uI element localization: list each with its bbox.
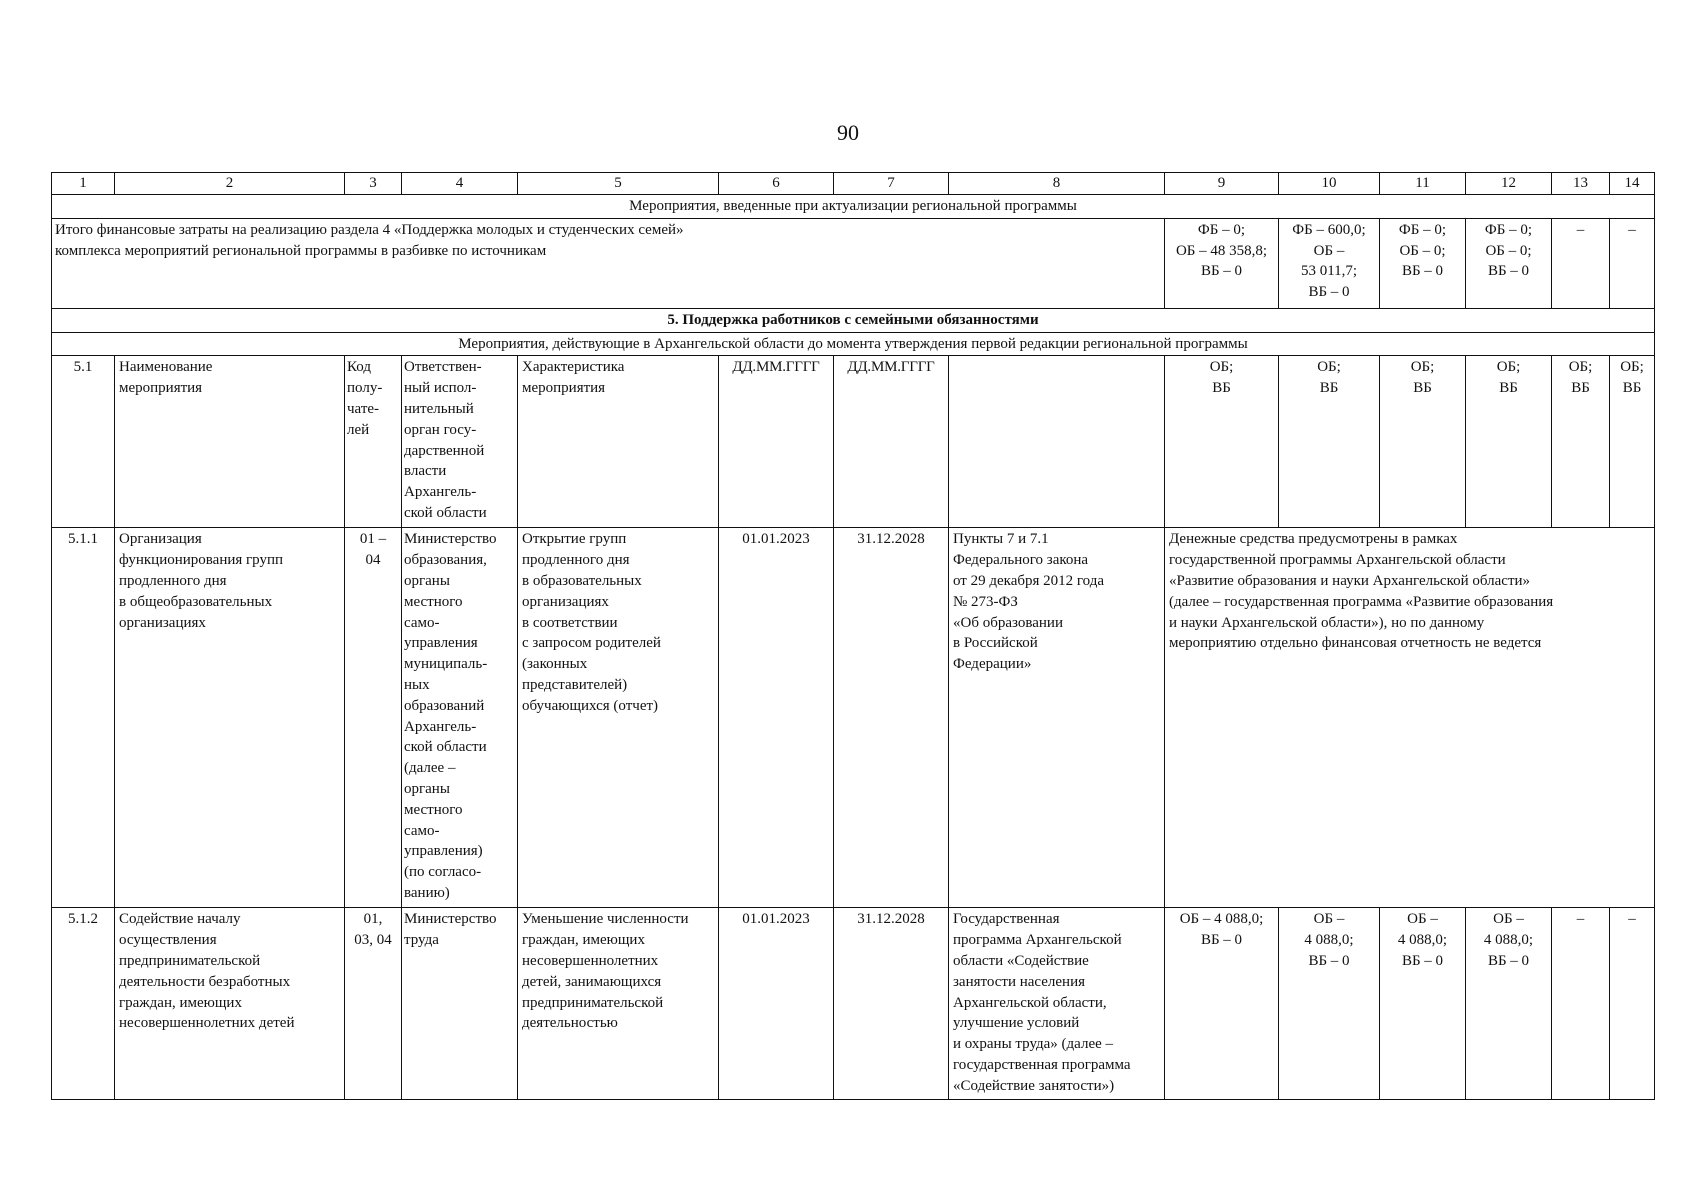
- column-number: 8: [949, 173, 1165, 195]
- column-number: 10: [1279, 173, 1380, 195]
- funding-year-14: –: [1610, 908, 1655, 1100]
- start-date: ДД.ММ.ГГГГ: [719, 356, 834, 528]
- responsible-executor: Министерство труда: [402, 908, 518, 1100]
- column-number: 13: [1552, 173, 1610, 195]
- row-number: 5.1.1: [52, 528, 115, 908]
- recipient-code: 01 – 04: [345, 528, 402, 908]
- funding-year-11: ОБ; ВБ: [1380, 356, 1466, 528]
- funding-year-14: ОБ; ВБ: [1610, 356, 1655, 528]
- measure-name: Содействие началу осуществления предпринимательской деятельности безработных граждан, имеющих несовершеннолетних детей: [115, 908, 345, 1100]
- funding-year-9: ОБ – 4 088,0; ВБ – 0: [1165, 908, 1279, 1100]
- end-date: ДД.ММ.ГГГГ: [834, 356, 949, 528]
- total-year-10: ФБ – 600,0; ОБ – 53 011,7; ВБ – 0: [1279, 218, 1380, 308]
- funding-year-11: ОБ – 4 088,0; ВБ – 0: [1380, 908, 1466, 1100]
- section-5-title: 5. Поддержка работников с семейными обязанностями: [52, 308, 1655, 332]
- row-number: 5.1: [52, 356, 115, 528]
- table-row: [52, 356, 1655, 528]
- column-number: 6: [719, 173, 834, 195]
- column-number: 4: [402, 173, 518, 195]
- responsible-executor: Министерство образования, органы местного само- управления муниципаль- ных образований Архангель- ской области (далее – органы местного само- управления) (по согласо- ванию): [402, 528, 518, 908]
- measures-table: [51, 172, 1655, 1100]
- column-number: 7: [834, 173, 949, 195]
- legal-basis: [949, 356, 1165, 528]
- column-number: 12: [1466, 173, 1552, 195]
- total-label: Итого финансовые затраты на реализацию раздела 4 «Поддержка молодых и студенческих семей» комплекса мероприятий региональной программы в разбивке по источникам: [52, 218, 1165, 308]
- column-number: 2: [115, 173, 345, 195]
- legal-basis: Пункты 7 и 7.1 Федерального закона от 29 декабря 2012 года № 273-ФЗ «Об образовании в Российской Федерации»: [949, 528, 1165, 908]
- measure-description: Уменьшение численности граждан, имеющих несовершеннолетних детей, занимающихся предпринимательской деятельностью: [518, 908, 719, 1100]
- recipient-code: 01, 03, 04: [345, 908, 402, 1100]
- measure-name: Организация функционирования групп продленного дня в общеобразовательных организациях: [115, 528, 345, 908]
- start-date: 01.01.2023: [719, 528, 834, 908]
- column-number: 11: [1380, 173, 1466, 195]
- section-row: [52, 308, 1655, 332]
- total-year-9: ФБ – 0; ОБ – 48 358,8; ВБ – 0: [1165, 218, 1279, 308]
- measure-name: Наименование мероприятия: [115, 356, 345, 528]
- end-date: 31.12.2028: [834, 908, 949, 1100]
- funding-year-9: ОБ; ВБ: [1165, 356, 1279, 528]
- funding-note: Денежные средства предусмотрены в рамках государственной программы Архангельской области «Развитие образования и науки Архангельской области» (далее – государственная программа «Развитие образования и науки Архангельской области»), но по данному мероприятию отдельно финансовая отчетность не ведется: [1165, 528, 1655, 908]
- start-date: 01.01.2023: [719, 908, 834, 1100]
- page-number: 90: [837, 120, 859, 145]
- funding-year-13: ОБ; ВБ: [1552, 356, 1610, 528]
- end-date: 31.12.2028: [834, 528, 949, 908]
- funding-year-12: ОБ – 4 088,0; ВБ – 0: [1466, 908, 1552, 1100]
- column-number-row: [52, 173, 1655, 195]
- row-number: 5.1.2: [52, 908, 115, 1100]
- funding-year-10: ОБ; ВБ: [1279, 356, 1380, 528]
- table-row: [52, 908, 1655, 1100]
- total-year-12: ФБ – 0; ОБ – 0; ВБ – 0: [1466, 218, 1552, 308]
- measure-description: Характеристика мероприятия: [518, 356, 719, 528]
- table-row: [52, 528, 1655, 908]
- legal-basis: Государственная программа Архангельской области «Содействие занятости населения Архангельской области, улучшение условий и охраны труда» (далее – государственная программа «Содействие занятости»): [949, 908, 1165, 1100]
- column-number: 3: [345, 173, 402, 195]
- section-heading: Мероприятия, введенные при актуализации региональной программы: [52, 195, 1655, 219]
- column-number: 1: [52, 173, 115, 195]
- responsible-executor: Ответствен- ный испол- нительный орган госу- дарственной власти Архангель- ской области: [402, 356, 518, 528]
- section-row: [52, 195, 1655, 219]
- funding-year-13: –: [1552, 908, 1610, 1100]
- funding-year-10: ОБ – 4 088,0; ВБ – 0: [1279, 908, 1380, 1100]
- column-number: 5: [518, 173, 719, 195]
- funding-year-12: ОБ; ВБ: [1466, 356, 1552, 528]
- column-number: 14: [1610, 173, 1655, 195]
- total-row: [52, 218, 1655, 308]
- total-year-11: ФБ – 0; ОБ – 0; ВБ – 0: [1380, 218, 1466, 308]
- recipient-code: Код полу- чате- лей: [345, 356, 402, 528]
- measure-description: Открытие групп продленного дня в образовательных организациях в соответствии с запросом родителей (законных представителей) обучающихся (отчет): [518, 528, 719, 908]
- column-number: 9: [1165, 173, 1279, 195]
- section-row: [52, 332, 1655, 356]
- section-5-subtitle: Мероприятия, действующие в Архангельской области до момента утверждения первой редакции региональной программы: [52, 332, 1655, 356]
- total-year-14: –: [1610, 218, 1655, 308]
- total-year-13: –: [1552, 218, 1610, 308]
